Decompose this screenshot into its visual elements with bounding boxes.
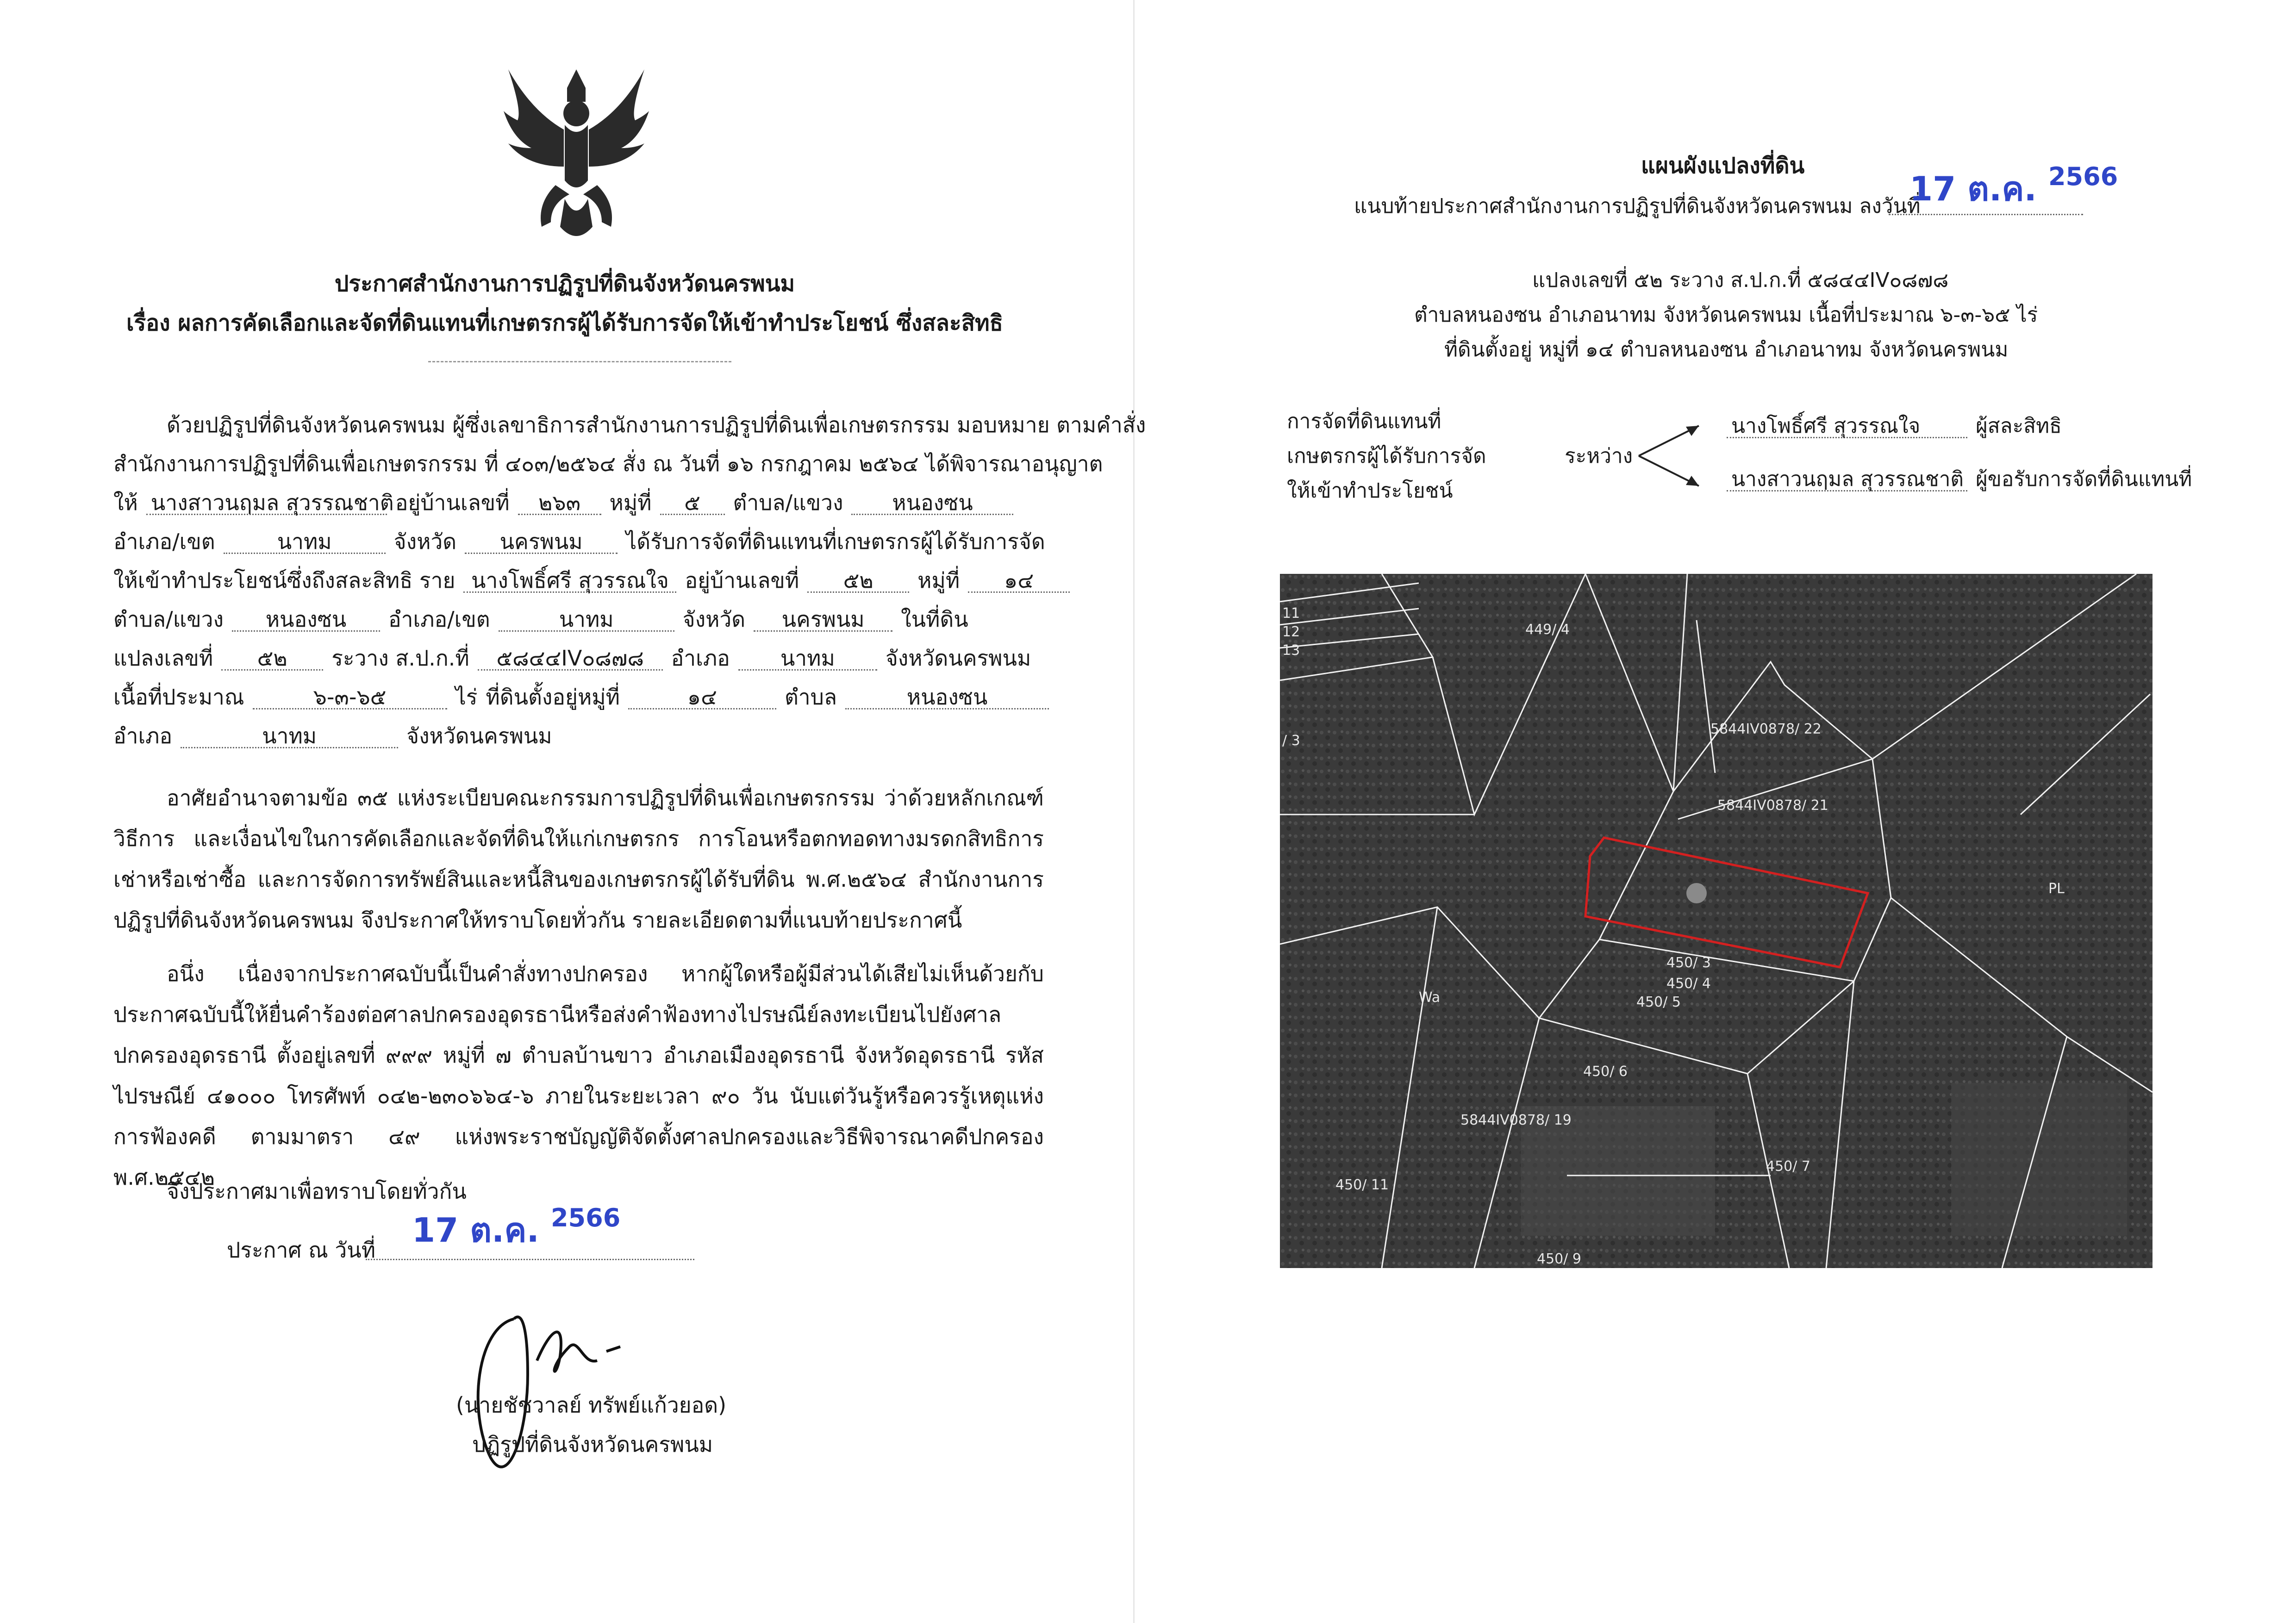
title-separator xyxy=(428,361,731,362)
map-label-450-4: 450/ 4 xyxy=(1666,976,1711,992)
page-fold xyxy=(1133,0,1135,1623)
alloc-label2: เกษตรกรผู้ได้รับการจัด xyxy=(1287,444,1486,468)
map-date-stamp: 17 ต.ค. $^{2566}$ xyxy=(1909,162,2118,208)
map-label-450-5: 450/ 5 xyxy=(1636,994,1681,1010)
plot-line1: แปลงเลขที่ ๕๒ ระวาง ส.ป.ก.ที่ ๕๘๔๔IV๐๘๗๘ xyxy=(1532,268,1949,292)
forfeiter-amphoe-field: นาทม xyxy=(499,608,674,632)
plot-map-page xyxy=(1139,0,2296,1623)
map-label-450-6: 450/ 6 xyxy=(1583,1063,1628,1080)
map-title: แผนผังแปลงที่ดิน xyxy=(1641,153,1805,179)
forfeiter-tambon-field: หนองซน xyxy=(232,608,380,632)
p1-line1: ด้วยปฏิรูปที่ดินจังหวัดนครพนม ผู้ซึ่งเลขาธิการสำนักงานการปฏิรูปที่ดินเพื่อเกษตรกรรม มอบหมาย ตามคำสั่ง xyxy=(167,412,1146,437)
applicant-moo-field: ๕ xyxy=(660,491,725,515)
forfeiter-province-field: นครพนม xyxy=(754,608,892,632)
plot-moo-field: ๑๔ xyxy=(628,686,776,709)
plot-sheet-field: ๕๘๔๔IV๐๘๗๘ xyxy=(478,647,663,671)
plot-area-field: ๖-๓-๖๕ xyxy=(253,686,447,709)
date-line xyxy=(366,1259,694,1260)
p1-line6: ตำบล/แขวง หนองซน อำเภอ/เขต นาทม จังหวัด นครพนม ในที่ดิน xyxy=(113,607,968,632)
branch-arrows-icon xyxy=(1634,417,1708,495)
forfeiter-house-field: ๕๒ xyxy=(807,569,909,593)
applicant-province-field: นครพนม xyxy=(465,530,618,554)
closing-text: จึงประกาศมาเพื่อทราบโดยทั่วกัน xyxy=(167,1179,467,1204)
p1-line3: ให้ นางสาวนฤมล สุวรรณชาติ อยู่บ้านเลขที่ ๒๖๓ หมู่ที่ ๕ ตำบล/แขวง หนองซน xyxy=(113,486,1013,520)
map-subtitle: แนบท้ายประกาศสำนักงานการปฏิรูปที่ดินจังหวัดนครพนม ลงวันที่ xyxy=(1354,194,1921,218)
person1-row xyxy=(1727,410,2062,442)
map-label-0878-19: 5844IV0878/ 19 xyxy=(1460,1112,1572,1128)
map-label-3: / 3 xyxy=(1282,733,1300,749)
date-stamp: 17 ต.ค. $^{2566}$ xyxy=(412,1203,621,1250)
paragraph-authority: อาศัยอำนาจตามข้อ ๓๕ แห่งระเบียบคณะกรรมการปฏิรูปที่ดินเพื่อเกษตรกรรม ว่าด้วยหลักเกณฑ์ วิธีการ และเงื่อนไขในการคัดเลือกและจัดที่ดินให้แก่เกษตรกร การโอนหรือตกทอดทางมรดกสิทธิการเช่าหรือเช่าซื้อ และการจัดการทรัพย์สินและหนี้สินของเกษตรกรผู้ได้รับที่ดิน พ.ศ.๒๕๖๔ สำนักงานการปฏิรูปที่ดินจังหวัดนครพนม จึงประกาศให้ทราบโดยทั่วกัน รายละเอียดตามที่แนบท้ายประกาศนี้ xyxy=(113,785,1044,933)
map-label-pl: PL xyxy=(2048,881,2065,897)
signer-name: (นายชัชวาลย์ ทรัพย์แก้วยอด) xyxy=(456,1393,727,1418)
plot-line3: ที่ดินตั้งอยู่ หมู่ที่ ๑๔ ตำบลหนองซน อำเภอนาทม จังหวัดนครพนม xyxy=(1444,338,2009,361)
map-label-13: 13 xyxy=(1282,642,1300,659)
garuda-emblem-icon xyxy=(500,60,653,245)
map-label-12: 12 xyxy=(1282,624,1300,640)
person1-name: นางโพธิ์ศรี สุวรรณใจ xyxy=(1727,416,1967,438)
applicant-tambon-field: หนองซน xyxy=(851,491,1013,515)
applicant-house-field: ๒๖๓ xyxy=(518,491,601,515)
between-label: ระหว่าง xyxy=(1565,444,1633,468)
alloc-label1: การจัดที่ดินแทนที่ xyxy=(1287,410,1441,433)
map-label-450-3: 450/ 3 xyxy=(1666,955,1711,971)
plot-amphoe2-field: นาทม xyxy=(181,725,398,748)
person2-name: นางสาวนฤมล สุวรรณชาติ xyxy=(1727,469,1967,491)
p1-line2: สำนักงานการปฏิรูปที่ดินเพื่อเกษตรกรรม ที่ ๔๐๓/๒๕๖๔ สั่ง ณ วันที่ ๑๖ กรกฎาคม ๒๕๖๔ ได้พิจารณาอนุญาต xyxy=(113,451,1103,476)
map-label-450-7: 450/ 7 xyxy=(1766,1158,1810,1175)
p1-line5: ให้เข้าทำประโยชน์ซึ่งถึงสละสิทธิ ราย นางโพธิ์ศรี สุวรรณใจ อยู่บ้านเลขที่ ๕๒ หมู่ที่ ๑๔ xyxy=(113,564,1070,597)
announcement-page xyxy=(0,0,1146,1623)
map-label-0878-21: 5844IV0878/ 21 xyxy=(1717,797,1828,814)
announcement-title: ประกาศสำนักงานการปฏิรูปที่ดินจังหวัดนครพนม xyxy=(334,271,795,297)
announcement-subject: เรื่อง ผลการคัดเลือกและจัดที่ดินแทนที่เกษตรกรผู้ได้รับการจัดให้เข้าทำประโยชน์ ซึ่งสละสิทธิ xyxy=(126,310,1003,336)
plot-amphoe-field: นาทม xyxy=(738,647,877,671)
applicant-name-field: นางสาวนฤมล สุวรรณชาติ xyxy=(146,491,387,515)
p1-line7: แปลงเลขที่ ๕๒ ระวาง ส.ป.ก.ที่ ๕๘๔๔IV๐๘๗๘ อำเภอ นาทม จังหวัดนครพนม xyxy=(113,646,1031,671)
map-label-11: 11 xyxy=(1282,605,1300,622)
person1-role: ผู้สละสิทธิ xyxy=(1976,414,2062,438)
p1-line9: อำเภอ นาทม จังหวัดนครพนม xyxy=(113,723,552,748)
forfeiter-name-field: นางโพธิ์ศรี สุวรรณใจ xyxy=(463,569,676,593)
map-label-450-9: 450/ 9 xyxy=(1537,1251,1581,1267)
person2-role: ผู้ขอรับการจัดที่ดินแทนที่ xyxy=(1976,467,2192,491)
plot-line2: ตำบลหนองซน อำเภอนาทม จังหวัดนครพนม เนื้อที่ประมาณ ๖-๓-๖๕ ไร่ xyxy=(1414,303,2038,327)
aerial-plot-map xyxy=(1280,574,2152,1268)
forfeiter-moo-field: ๑๔ xyxy=(968,569,1070,593)
plot-number-field: ๕๒ xyxy=(221,647,323,671)
date-label: ประกาศ ณ วันที่ xyxy=(227,1237,376,1262)
signer-title: ปฏิรูปที่ดินจังหวัดนครพนม xyxy=(472,1432,713,1457)
map-label-0878-22: 5844IV0878/ 22 xyxy=(1710,721,1822,737)
person2-row xyxy=(1727,463,2192,495)
plot-tambon-field: หนองซน xyxy=(845,686,1049,709)
applicant-amphoe-field: นาทม xyxy=(224,530,386,554)
alloc-label3: ให้เข้าทำประโยชน์ xyxy=(1287,479,1453,503)
map-label-wa: Wa xyxy=(1419,989,1441,1006)
map-label-449-4: 449/ 4 xyxy=(1525,622,1570,638)
p1-line4: อำเภอ/เขต นาทม จังหวัด นครพนม ได้รับการจัดที่ดินแทนที่เกษตรกรผู้ได้รับการจัด xyxy=(113,529,1045,554)
paragraph-appeal: อนึ่ง เนื่องจากประกาศฉบับนี้เป็นคำสั่งทางปกครอง หากผู้ใดหรือผู้มีส่วนได้เสียไม่เห็นด้วยกับประกาศฉบับนี้ให้ยื่นคำร้องต่อศาลปกครองอุดรธานีหรือส่งคำฟ้องทางไปรษณีย์ลงทะเบียนไปยังศาลปกครองอุดรธานี ตั้งอยู่เลขที่ ๙๙๙ หมู่ที่ ๗ ตำบลบ้านขาว อำเภอเมืองอุดรธานี จังหวัดอุดรธานี รหัสไปรษณีย์ ๔๑๐๐๐ โทรศัพท์ ๐๔๒-๒๓๐๖๖๔-๖ ภายในระยะเวลา ๙๐ วัน นับแต่วันรู้หรือควรรู้เหตุแห่งการฟ้องคดี ตามมาตรา ๔๙ แห่งพระราชบัญญัติจัดตั้งศาลปกครองและวิธีพิจารณาคดีปกครอง พ.ศ.๒๕๔๒ xyxy=(113,961,1044,1190)
map-label-450-11: 450/ 11 xyxy=(1335,1177,1389,1193)
p1-line8: เนื้อที่ประมาณ ๖-๓-๖๕ ไร่ ที่ดินตั้งอยู่หมู่ที่ ๑๔ ตำบล หนองซน xyxy=(113,680,1049,714)
